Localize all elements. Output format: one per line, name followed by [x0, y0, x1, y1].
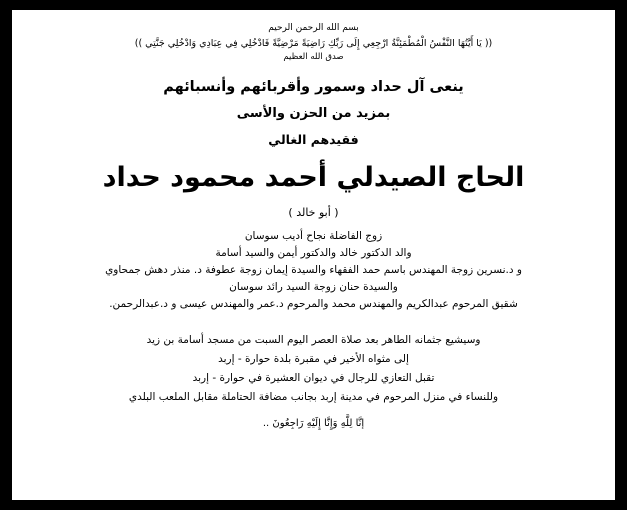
closing-prayer: إنَّا لِلَّهِ وَإِنَّا إِلَيْهِ رَاجِعُونَ .. [262, 418, 365, 429]
their-loss-line: فقيدهم الغالي [268, 132, 359, 147]
announcing-families: ينعى آل حداد وسمور وأقربائهم وأنسبائهم [163, 79, 464, 95]
relatives-block [30, 228, 597, 313]
deceased-name: الحاج الصيدلي أحمد محمود حداد [102, 162, 525, 193]
funeral-details-block [30, 331, 597, 407]
relative-line: والسيدة حنان زوجة السيد رائد سوسان [229, 281, 398, 293]
relative-line: والد الدكتور خالد والدكتور أيمن والسيد أسامة [215, 247, 412, 259]
quran-verse: (( يَا أَيَّتُهَا النَّفْسُ الْمُطْمَئِنَّةُ ارْجِعِي إِلَى رَبِّكِ رَاضِيَةً مَرْضِيَّةً فَادْخُلِي فِي عِبَادِي وَادْخُلِي جَنَّتِي )) [134, 38, 493, 49]
funeral-line: وللنساء في منزل المرحوم في مدينة إربد بجانب مضافة الحتاملة مقابل الملعب البلدي [128, 391, 499, 403]
sorrow-line: بمزيد من الحزن والأسى [236, 106, 391, 121]
funeral-line: إلى مثواه الأخير في مقبرة بلدة حوارة - إربد [218, 353, 409, 365]
obituary-card [12, 10, 615, 500]
relative-line: زوج الفاضلة نجاح أديب سوسان [244, 230, 383, 242]
funeral-line: وسيشيع جثمانه الطاهر بعد صلاة العصر اليوم السبت من مسجد أسامة بن زيد [146, 334, 481, 346]
funeral-line: تقبل التعازي للرجال في ديوان العشيرة في حوارة - إربد [192, 372, 435, 384]
relative-line: و د.نسرين زوجة المهندس باسم حمد الفقهاء والسيدة إيمان زوجة عطوفة د. منذر دهش جمحاوي [105, 264, 522, 276]
basmala-text: بسم الله الرحمن الرحيم [268, 23, 359, 33]
deceased-kunya: ( أبو خالد ) [288, 206, 339, 219]
sadaqa-text: صدق الله العظيم [283, 52, 344, 62]
relative-line: شقيق المرحوم عبدالكريم والمهندس محمد والمرحوم د.عمر والمهندس عيسى و د.عبدالرحمن. [109, 298, 518, 310]
